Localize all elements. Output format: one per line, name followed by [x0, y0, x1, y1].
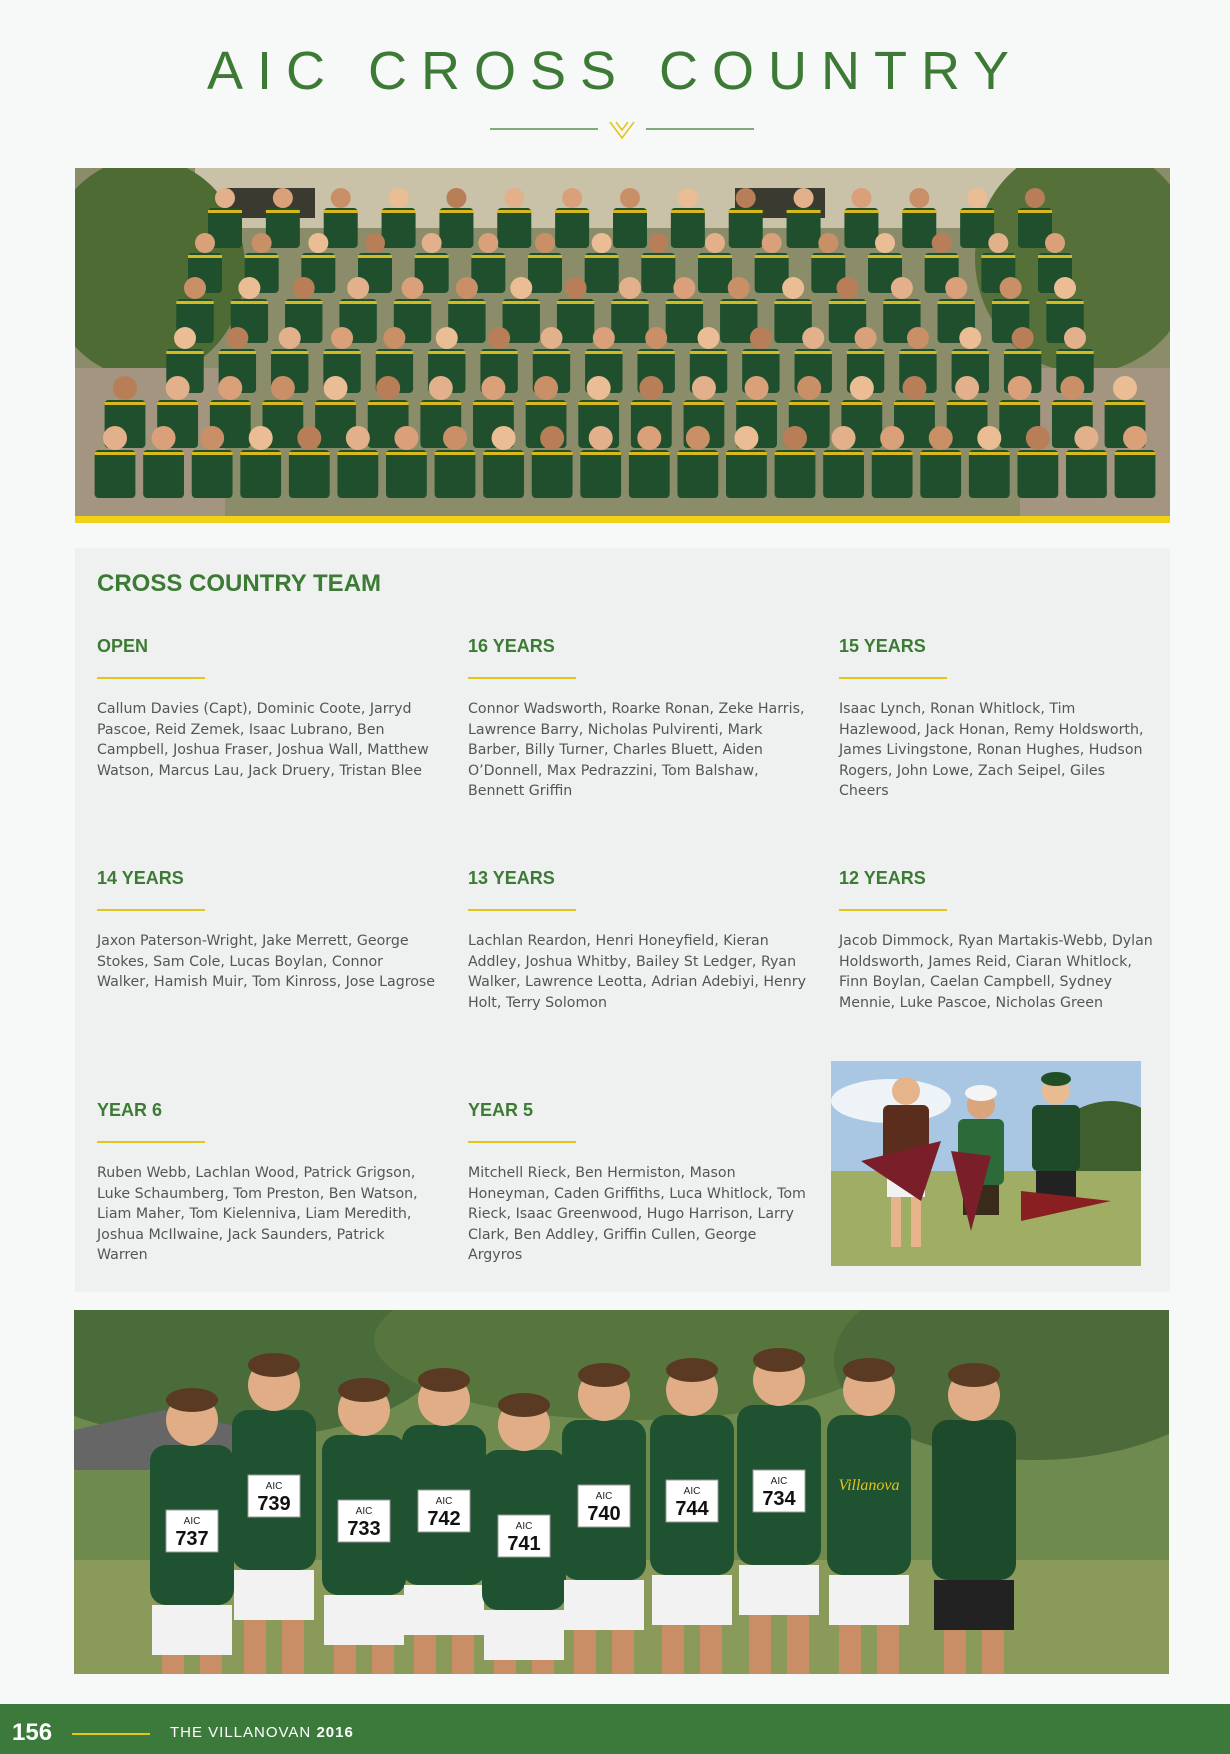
group-heading: YEAR 5 — [468, 1100, 534, 1120]
bib-number: 742 — [427, 1508, 461, 1530]
group-divider — [97, 1141, 205, 1143]
page-number: 156 — [12, 1719, 53, 1746]
race-bib — [166, 1510, 218, 1552]
group-16-years — [468, 636, 808, 802]
bib-number: 733 — [347, 1518, 381, 1540]
bib-label: AIC — [683, 1486, 701, 1497]
group-heading: OPEN — [97, 636, 149, 656]
group-13-years — [468, 868, 808, 1013]
group-divider — [97, 677, 205, 679]
group-names: Lachlan Reardon, Henri Honeyfield, Kieran Addley, Joshua Whitby, Bailey St Ledger, Ryan Walker, Lawrence Leotta, Adrian Adebiyi, Henry Holt, Terry Solomon — [468, 933, 806, 1011]
group-divider — [97, 909, 205, 911]
bib-number: 740 — [587, 1503, 621, 1525]
group-names: Isaac Lynch, Ronan Whitlock, Tim Hazlewood, Jack Honan, Remy Holdsworth, James Livingstone, Ronan Hughes, Hudson Rogers, John Lowe, Zach Seipel, Giles Cheers — [839, 701, 1144, 799]
bib-number: 739 — [257, 1493, 291, 1515]
bib-number: 744 — [675, 1498, 709, 1520]
group-heading: YEAR 6 — [97, 1100, 163, 1120]
bib-label: AIC — [183, 1516, 201, 1527]
group-names: Mitchell Rieck, Ben Hermiston, Mason Honeyman, Caden Griffiths, Luca Whitlock, Tom Rieck, Isaac Greenwood, Hugo Harrison, Larry Clark, Ben Addley, Griffin Cullen, George Argyros — [468, 1165, 806, 1263]
bib-number: 734 — [762, 1488, 796, 1510]
page-title: AIC CROSS COUNTRY — [206, 41, 1024, 101]
group-12-years — [839, 868, 1159, 1013]
race-bib — [498, 1515, 550, 1557]
group-heading: 16 YEARS — [468, 636, 555, 656]
group-15-years — [839, 636, 1159, 802]
team-section-title: CROSS COUNTRY TEAM — [97, 570, 382, 597]
race-bib — [248, 1475, 300, 1517]
race-bib — [338, 1500, 390, 1542]
group-14-years — [97, 868, 437, 993]
group-names: Callum Davies (Capt), Dominic Coote, Jarryd Pascoe, Reid Zemek, Isaac Lubrano, Ben Campbell, Joshua Fraser, Joshua Wall, Matthew Watson, Marcus Lau, Jack Druery, Tristan Blee — [97, 701, 429, 779]
group-names: Jaxon Paterson-Wright, Jake Merrett, George Stokes, Sam Cole, Lucas Boylan, Connor Walker, Hamish Muir, Tom Kinross, Jose Lagrose — [97, 933, 436, 990]
race-bib — [666, 1480, 718, 1522]
footer-divider — [72, 1733, 150, 1735]
runners-photo — [74, 1310, 1169, 1674]
publication-year: 2016 — [316, 1724, 354, 1741]
bib-label: AIC — [515, 1521, 533, 1532]
bib-label: AIC — [435, 1496, 453, 1507]
group-heading: 13 YEARS — [468, 868, 555, 888]
group-open — [97, 636, 437, 781]
title-ornament — [490, 116, 754, 142]
group-divider — [468, 909, 576, 911]
race-bib — [418, 1490, 470, 1532]
group-year-5 — [468, 1100, 808, 1266]
group-names: Connor Wadsworth, Roarke Ronan, Zeke Harris, Lawrence Barry, Nicholas Pulvirenti, Mark Barber, Billy Turner, Charles Bluett, Aiden O’Donnell, Max Pedrazzini, Tom Balshaw, Bennett Griffin — [468, 701, 805, 799]
group-names: Jacob Dimmock, Ryan Martakis-Webb, Dylan Holdsworth, James Reid, Ciaran Whitlock, Finn Boylan, Caelan Campbell, Sydney Mennie, Luke Pascoe, Nicholas Green — [839, 933, 1153, 1011]
jersey-text: Villanova — [838, 1477, 900, 1494]
bib-label: AIC — [265, 1481, 283, 1492]
group-heading: 14 YEARS — [97, 868, 184, 888]
group-names: Ruben Webb, Lachlan Wood, Patrick Grigson, Luke Schaumberg, Tom Preston, Ben Watson, Liam Maher, Tom Kielenniva, Liam Meredith, Joshua McIlwaine, Jack Saunders, Patrick Warren — [97, 1165, 418, 1263]
group-heading: 12 YEARS — [839, 868, 926, 888]
publication-title: THE VILLANOVAN — [170, 1724, 312, 1741]
group-divider — [468, 677, 576, 679]
bib-label: AIC — [595, 1491, 613, 1502]
group-divider — [839, 677, 947, 679]
bib-number: 741 — [507, 1533, 541, 1555]
race-bib — [753, 1470, 805, 1512]
bib-label: AIC — [355, 1506, 373, 1517]
pennant-photo — [831, 1061, 1141, 1266]
group-heading: 15 YEARS — [839, 636, 926, 656]
group-divider — [468, 1141, 576, 1143]
group-year-6 — [97, 1100, 437, 1266]
bib-label: AIC — [770, 1476, 788, 1487]
bib-number: 737 — [175, 1528, 209, 1550]
race-bib — [578, 1485, 630, 1527]
team-group-photo — [75, 168, 1170, 523]
publication-name — [170, 1724, 354, 1741]
group-divider — [839, 909, 947, 911]
